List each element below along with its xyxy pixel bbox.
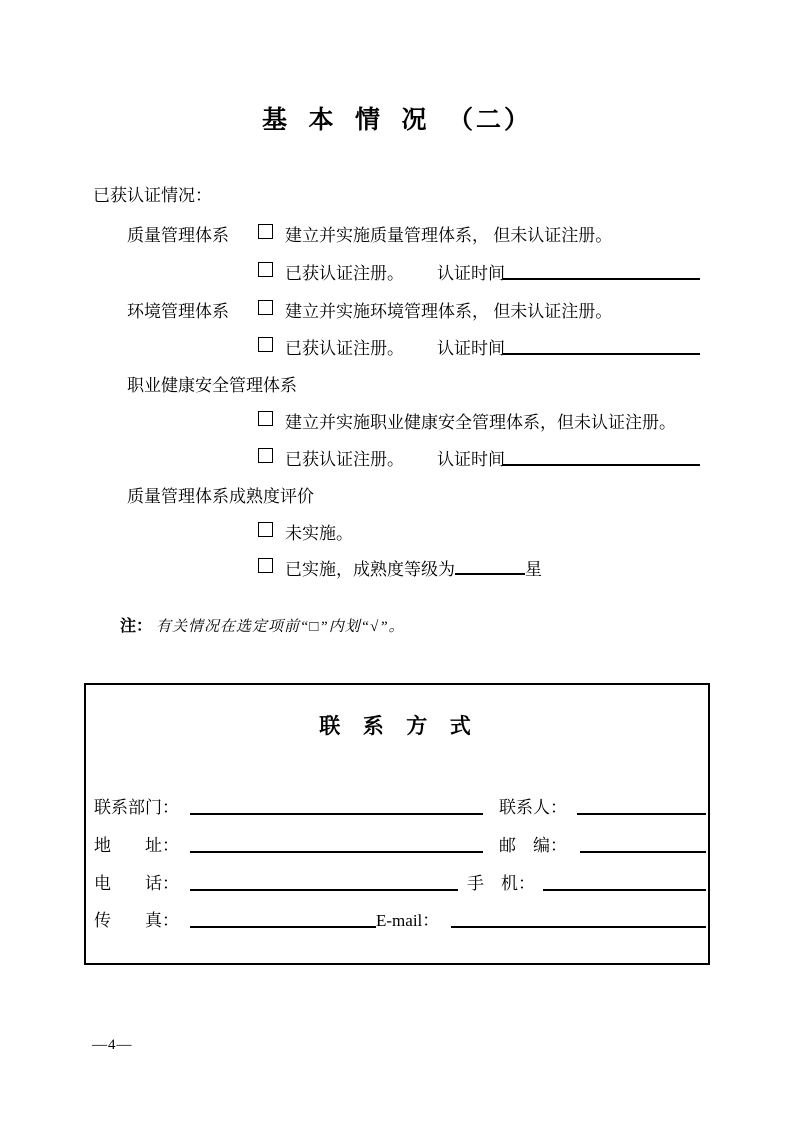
fax-label: 传 真： bbox=[94, 911, 179, 930]
contact-row-phone bbox=[86, 869, 708, 893]
note-text: 有关情况在选定项前“□”内划“√”。 bbox=[156, 619, 405, 635]
postcode-label: 邮 编： bbox=[499, 836, 567, 855]
checkbox-icon bbox=[258, 300, 273, 315]
cert-time-fill-line bbox=[503, 259, 700, 280]
checkbox-icon bbox=[258, 448, 273, 463]
cert-row-occupational-label bbox=[0, 371, 794, 394]
option-text bbox=[285, 555, 542, 580]
contact-row-fax bbox=[86, 906, 708, 930]
address-label: 地 址： bbox=[94, 836, 179, 855]
maturity-option2-after: 星 bbox=[525, 560, 542, 579]
maturity-label: 质量管理体系成熟度评价 bbox=[127, 487, 314, 506]
email-label: E-mail： bbox=[376, 911, 440, 930]
department-label: 联系部门： bbox=[94, 798, 179, 817]
cert-row-environment-option2 bbox=[0, 334, 794, 357]
checkbox-icon bbox=[258, 337, 273, 352]
cert-time-fill-line bbox=[503, 445, 700, 466]
cert-time-label: 认证时间 bbox=[437, 450, 505, 469]
cert-time-fill-line bbox=[503, 334, 700, 355]
contact-title: 联 系 方 式 bbox=[319, 714, 475, 738]
cert-row-quality-option1 bbox=[0, 221, 794, 244]
contact-person-label: 联系人： bbox=[499, 798, 567, 817]
checkbox-icon bbox=[258, 262, 273, 277]
option-text: 建立并实施质量管理体系， 但未认证注册。 bbox=[285, 226, 613, 245]
option-text: 已获认证注册。 bbox=[285, 450, 404, 469]
checkbox-icon bbox=[258, 558, 273, 573]
postcode-fill-line bbox=[580, 831, 706, 853]
cert-row-environment-option1 bbox=[0, 297, 794, 320]
contact-row-department bbox=[86, 793, 708, 817]
cert-row-maturity-option2 bbox=[0, 555, 794, 578]
email-fill-line bbox=[451, 906, 706, 928]
contact-box bbox=[84, 683, 710, 965]
phone-fill-line bbox=[190, 869, 458, 891]
option-text: 已获认证注册。 bbox=[285, 264, 404, 283]
maturity-grade-fill-line bbox=[455, 560, 525, 575]
department-fill-line bbox=[190, 793, 483, 815]
checkbox-icon bbox=[258, 224, 273, 239]
quality-system-label: 质量管理体系 bbox=[127, 226, 229, 245]
occupational-system-label: 职业健康安全管理体系 bbox=[127, 376, 297, 395]
note-label: 注： bbox=[120, 618, 153, 635]
checkbox-icon bbox=[258, 522, 273, 537]
phone-label: 电 话： bbox=[94, 874, 179, 893]
checkbox-icon bbox=[258, 411, 273, 426]
option-text: 未实施。 bbox=[285, 524, 353, 543]
fax-fill-line bbox=[190, 906, 376, 928]
contact-person-fill-line bbox=[577, 793, 706, 815]
maturity-option2-before: 已实施，成熟度等级为 bbox=[285, 560, 455, 579]
option-text: 已获认证注册。 bbox=[285, 339, 404, 358]
option-text: 建立并实施环境管理体系， 但未认证注册。 bbox=[285, 302, 613, 321]
cert-row-maturity-label bbox=[0, 482, 794, 505]
page-title: 基 本 情 况 （二） bbox=[261, 107, 532, 134]
contact-row-address bbox=[86, 831, 708, 855]
cert-row-maturity-option1 bbox=[0, 519, 794, 542]
option-text: 建立并实施职业健康安全管理体系，但未认证注册。 bbox=[285, 413, 676, 432]
certification-heading: 已获认证情况： bbox=[93, 186, 212, 205]
cert-time-label: 认证时间 bbox=[437, 339, 505, 358]
address-fill-line bbox=[190, 831, 483, 853]
environment-system-label: 环境管理体系 bbox=[127, 302, 229, 321]
mobile-fill-line bbox=[543, 869, 706, 891]
mobile-label: 手 机： bbox=[467, 874, 535, 893]
page-number: —4— bbox=[92, 1037, 133, 1053]
cert-row-quality-option2 bbox=[0, 259, 794, 282]
note bbox=[120, 613, 405, 636]
cert-row-occupational-option2 bbox=[0, 445, 794, 468]
cert-time-label: 认证时间 bbox=[437, 264, 505, 283]
cert-row-occupational-option1 bbox=[0, 408, 794, 431]
